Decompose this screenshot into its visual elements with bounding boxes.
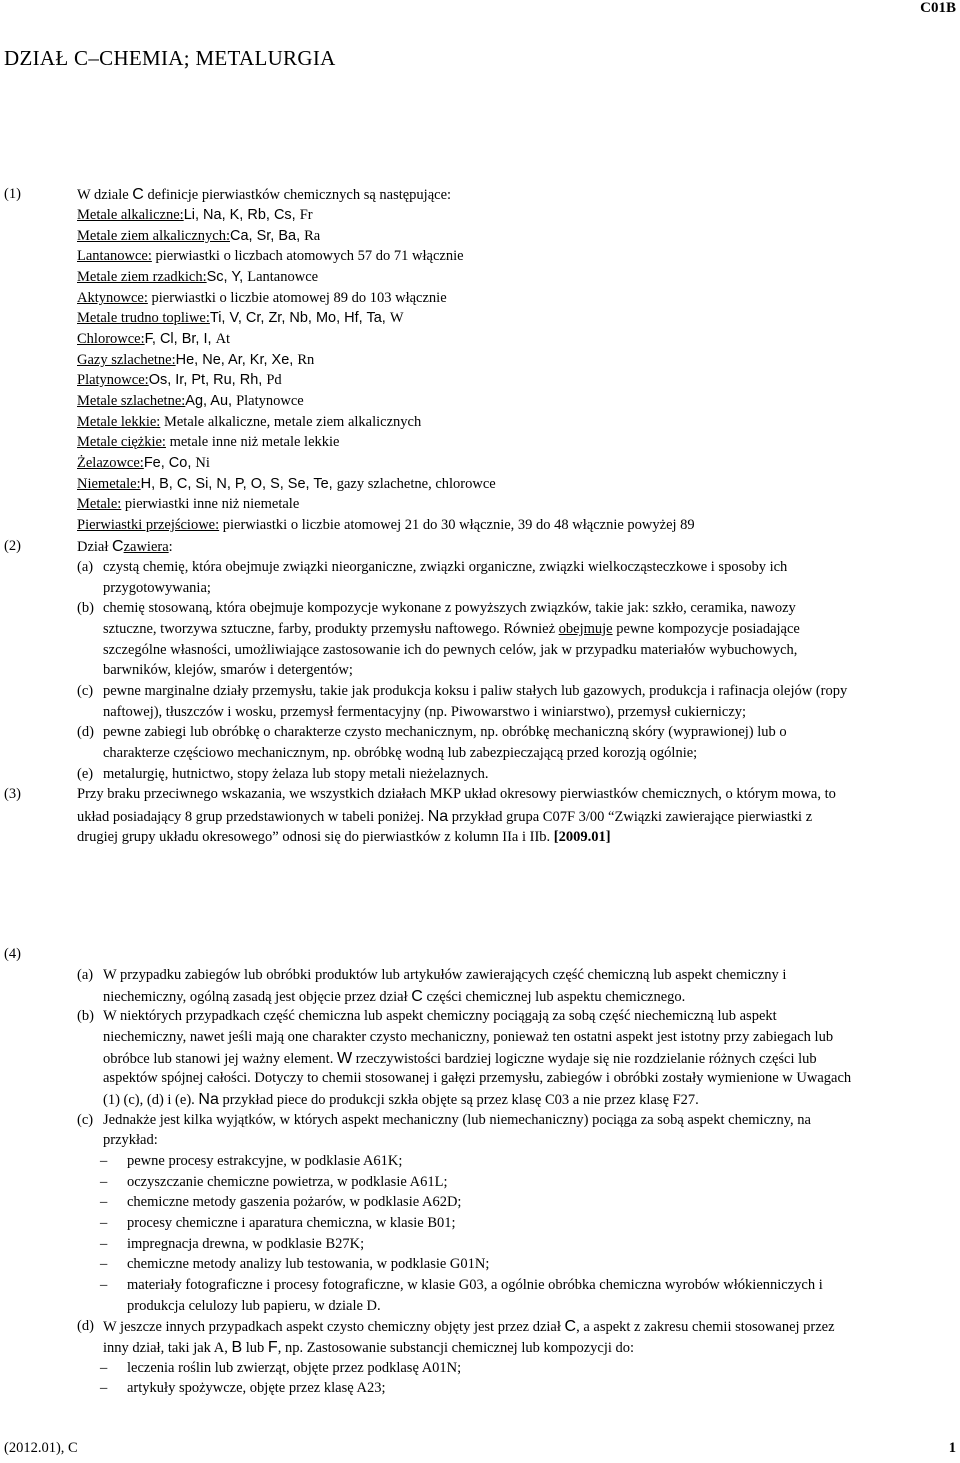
- definition-text: W: [389, 310, 404, 326]
- item-label: (c): [77, 683, 94, 699]
- definition-elements: H, B, C, Si, N, P, O, S, Se, Te,: [140, 476, 337, 492]
- list-item: materiały fotograficzne i procesy fotograficzne, w klasie G03, a ogólnie obróbka chemiczna wyrobów włókienniczych i: [127, 1277, 823, 1293]
- item-text: czystą chemię, która obejmuje związki nieorganiczne, związki organiczne, związki wielkocząsteczkowe i sposoby ich: [103, 559, 788, 575]
- definition-elements: Ti, V, Cr, Zr, Nb, Mo, Hf, Ta,: [209, 310, 390, 326]
- item-text: charakterze częściowo mechanicznym, np. obróbkę wodną lub zabezpieczającą przed korozją ogólnie;: [103, 745, 698, 761]
- list-item-continuation: produkcja celulozy lub papieru, w dziale D.: [127, 1298, 381, 1314]
- definition-term: Metale alkaliczne:: [77, 207, 184, 223]
- item-text: metalurgię, hutnictwo, stopy żelaza lub stopy metali nieżelaznych.: [103, 766, 489, 782]
- intro-pre: W dziale: [77, 187, 133, 203]
- item-label: (b): [77, 1008, 94, 1024]
- definition-row: [77, 352, 314, 369]
- text-part: C: [411, 988, 423, 1005]
- definition-elements: Fe, Co,: [143, 455, 196, 471]
- definition-row: [77, 290, 447, 307]
- item-text: W niektórych przypadkach część chemiczna lub aspekt chemiczny pociągają za sobą część niechemiczną lub aspekt: [103, 1008, 777, 1024]
- text-part: lub: [242, 1340, 268, 1356]
- item-text: szczególne własności, umożliwiające zastosowanie ich do pewnych celów, jak w przypadku materiałów wybuchowych,: [103, 642, 798, 658]
- definition-elements: F, Cl, Br, I,: [144, 331, 216, 347]
- section-3-text: [77, 829, 611, 846]
- dash-marker: –: [100, 1174, 108, 1190]
- definition-row: [77, 455, 210, 472]
- definition-term: Niemetale:: [77, 476, 141, 492]
- text-part: drugiej grupy układu okresowego” odnosi się do pierwiastków z kolumn IIa i IIb.: [77, 829, 554, 845]
- item-text: W przypadku zabiegów lub obróbki produktów lub artykułów zawierających część chemiczną lub aspekt chemiczny i: [103, 967, 787, 983]
- definition-term: Żelazowce:: [77, 455, 144, 471]
- definition-text: Rn: [297, 352, 315, 368]
- item-label: (d): [77, 724, 94, 740]
- text-part: B: [231, 1339, 243, 1356]
- item-label: (a): [77, 967, 94, 983]
- definition-term: Metale ciężkie:: [77, 434, 166, 450]
- definition-text: pierwiastki o liczbach atomowych 57 do 71 włącznie: [151, 248, 464, 264]
- definition-row: [77, 414, 421, 431]
- text-part: , a aspekt z zakresu chemii stosowanej przez: [576, 1319, 835, 1335]
- footer-edition: (2012.01), C: [4, 1440, 78, 1456]
- section-2-number: (2): [4, 538, 21, 554]
- item-text: [103, 988, 685, 1006]
- dash-marker: –: [100, 1215, 108, 1231]
- text-part: (1) (c), (d) i (e).: [103, 1092, 199, 1108]
- item-text: [103, 1091, 699, 1109]
- definition-text: Ni: [195, 455, 210, 471]
- definition-term: Aktynowce:: [77, 290, 148, 306]
- section-1-number: (1): [4, 186, 21, 202]
- text-part: niechemiczny, ogólną zasadą jest objęcie przez dział: [103, 989, 412, 1005]
- text-part: Na: [198, 1091, 219, 1108]
- dash-marker: –: [100, 1277, 108, 1293]
- section-4-number: (4): [4, 946, 21, 962]
- list-item: artykuły spożywcze, objęte przez klasę A23;: [127, 1380, 386, 1396]
- underlined-word: obejmuje: [558, 621, 613, 637]
- definition-row: [77, 269, 318, 286]
- heading-letter: C: [112, 538, 124, 555]
- definition-term: Lantanowce:: [77, 248, 152, 264]
- definition-text: gazy szlachetne, chlorowce: [336, 476, 496, 492]
- definition-term: Metale lekkie:: [77, 414, 161, 430]
- item-text: aspektów spójnej całości. Dotyczy to chemii stosowanej i gałęzi przemysłu, zabiegów i obróbki zostały wymienione w Uwagach: [103, 1070, 852, 1086]
- item-text: [103, 1050, 817, 1068]
- text-part: przykład piece do produkcji szkła objęte są przez klasę C03 a nie przez klasę F27.: [218, 1092, 699, 1108]
- item-label: (c): [77, 1112, 94, 1128]
- text-part: Na: [427, 808, 449, 825]
- definition-text: metale inne niż metale lekkie: [165, 434, 340, 450]
- definition-text: Lantanowce: [247, 269, 319, 285]
- page-code: C01B: [920, 0, 956, 16]
- text-part: pewne kompozycje posiadające: [612, 621, 800, 637]
- definition-elements: He, Ne, Ar, Kr, Xe,: [175, 352, 298, 368]
- definition-elements: Li, Na, K, Rb, Cs,: [183, 207, 300, 223]
- text-part: rzeczywistości bardziej logiczne wydaje się nie rozdzielanie różnych części lub: [352, 1051, 817, 1067]
- dash-marker: –: [100, 1380, 108, 1396]
- item-text: pewne marginalne działy przemysłu, takie jak produkcja koksu i paliw stałych lub gazowych, produkcja i rafinacja olejów (ropy: [103, 683, 848, 699]
- section-3-text: Przy braku przeciwnego wskazania, we wszystkich działach MKP układ okresowy pierwiastków chemicznych, o którym mowa, to: [77, 786, 836, 802]
- item-label: (e): [77, 766, 94, 782]
- list-item: impregnacja drewna, w podklasie B27K;: [127, 1236, 365, 1252]
- definition-term: Gazy szlachetne:: [77, 352, 176, 368]
- item-text: [103, 1318, 835, 1336]
- definition-term: Platynowce:: [77, 372, 149, 388]
- list-item: pewne procesy estrakcyjne, w podklasie A61K;: [127, 1153, 403, 1169]
- list-item: chemiczne metody analizy lub testowania, w podklasie G01N;: [127, 1256, 490, 1272]
- section-2-heading: [77, 538, 173, 556]
- heading-post: :: [168, 539, 173, 555]
- item-text: [103, 1339, 634, 1357]
- definition-term: Chlorowce:: [77, 331, 145, 347]
- definition-term: Metale ziem rzadkich:: [77, 269, 207, 285]
- definition-row: [77, 228, 320, 245]
- item-text: [103, 621, 800, 638]
- definition-text: Pd: [266, 372, 282, 388]
- item-text: przygotowywania;: [103, 580, 211, 596]
- dash-marker: –: [100, 1236, 108, 1252]
- dash-marker: –: [100, 1153, 108, 1169]
- list-item: leczenia roślin lub zwierząt, objęte przez podklasę A01N;: [127, 1360, 462, 1376]
- heading-term: zawiera: [123, 539, 169, 555]
- definition-text: At: [215, 331, 231, 347]
- intro-post: definicje pierwiastków chemicznych są następujące:: [143, 187, 452, 203]
- intro-letter: C: [132, 186, 144, 203]
- definition-term: Pierwiastki przejściowe:: [77, 517, 220, 533]
- version-tag: [2009.01]: [553, 829, 611, 845]
- item-text: barwników, klejów, smarów i detergentów;: [103, 662, 353, 678]
- definition-term: Metale:: [77, 496, 122, 512]
- list-item: chemiczne metody gaszenia pożarów, w podklasie A62D;: [127, 1194, 462, 1210]
- page-title: DZIAŁ C–CHEMIA; METALURGIA: [4, 46, 336, 70]
- definition-elements: Ag, Au,: [185, 393, 237, 409]
- text-part: obróbce lub stanowi jej ważny element.: [103, 1051, 337, 1067]
- definition-row: [77, 372, 282, 389]
- definition-text: Fr: [299, 207, 313, 223]
- item-text: pewne zabiegi lub obróbkę o charakterze czysto mechanicznym, np. obróbkę mechaniczną skóry (wyprawionej) lub o: [103, 724, 787, 740]
- definition-text: Platynowce: [236, 393, 304, 409]
- text-part: przykład grupa C07F 3/00 “Związki zawierające pierwiastki z: [448, 809, 813, 825]
- definition-text: pierwiastki o liczbie atomowej 21 do 30 włącznie, 39 do 48 włącznie powyżej 89: [219, 517, 695, 533]
- definition-row: [77, 496, 299, 513]
- list-item: oczyszczanie chemiczne powietrza, w podklasie A61L;: [127, 1174, 448, 1190]
- definition-row: [77, 517, 695, 534]
- definition-term: Metale szlachetne:: [77, 393, 186, 409]
- definition-text: Ra: [304, 228, 321, 244]
- heading-pre: Dział: [77, 539, 113, 555]
- definition-row: [77, 310, 404, 327]
- definition-row: [77, 331, 230, 348]
- definition-row: [77, 248, 464, 265]
- text-part: części chemicznej lub aspektu chemicznego.: [422, 989, 686, 1005]
- text-part: C: [564, 1318, 577, 1335]
- definition-text: pierwiastki inne niż niemetale: [121, 496, 300, 512]
- text-part: układ posiadający 8 grup przedstawionych w tabeli poniżej.: [77, 809, 428, 825]
- definition-row: [77, 434, 340, 451]
- definition-text: pierwiastki o liczbie atomowej 89 do 103 włącznie: [147, 290, 447, 306]
- dash-marker: –: [100, 1194, 108, 1210]
- text-part: inny dział, taki jak A,: [103, 1340, 232, 1356]
- item-label: (d): [77, 1318, 94, 1334]
- definition-elements: Os, Ir, Pt, Ru, Rh,: [148, 372, 267, 388]
- text-part: F: [267, 1339, 278, 1356]
- text-part: W: [336, 1050, 353, 1067]
- text-part: , np. Zastosowanie substancji chemicznej lub kompozycji do:: [277, 1340, 635, 1356]
- dash-marker: –: [100, 1360, 108, 1376]
- section-3-text: [77, 808, 812, 826]
- text-part: sztuczne, tworzywa sztuczne, farby, produkty przemysłu naftowego. Również: [103, 621, 559, 637]
- definition-elements: Sc, Y,: [206, 269, 248, 285]
- definition-row: [77, 207, 313, 224]
- item-text: chemię stosowaną, która obejmuje kompozycje wykonane z powyższych związków, takie jak: szkło, ceramika, nawozy: [103, 600, 796, 616]
- definition-row: [77, 393, 304, 410]
- item-label: (a): [77, 559, 94, 575]
- definition-elements: Ca, Sr, Ba,: [229, 228, 305, 244]
- list-item: procesy chemiczne i aparatura chemiczna, w klasie B01;: [127, 1215, 456, 1231]
- text-part: W jeszcze innych przypadkach aspekt czysto chemiczny objęty jest przez dział: [103, 1319, 565, 1335]
- definition-row: [77, 476, 496, 493]
- section-1-intro: [77, 186, 451, 204]
- dash-marker: –: [100, 1256, 108, 1272]
- item-text: przykład:: [103, 1132, 158, 1148]
- item-label: (b): [77, 600, 94, 616]
- page-number: 1: [948, 1440, 956, 1456]
- definition-text: Metale alkaliczne, metale ziem alkalicznych: [160, 414, 422, 430]
- item-text: niechemiczny, nawet jeśli mają one charakter czysto mechaniczny, ponieważ ten ostatni aspekt jest istotny przy zabiegach lub: [103, 1029, 834, 1045]
- item-text: Jednakże jest kilka wyjątków, w których aspekt mechaniczny (lub niemechaniczny) pociąga za sobą aspekt chemiczny, na: [103, 1112, 811, 1128]
- definition-term: Metale ziem alkalicznych:: [77, 228, 230, 244]
- section-3-number: (3): [4, 786, 21, 802]
- item-text: naftowej), tłuszczów i wosku, przemysł fermentacyjny (np. Piwowarstwo i winiarstwo), przemysł cukierniczy;: [103, 704, 747, 720]
- definition-term: Metale trudno topliwe:: [77, 310, 210, 326]
